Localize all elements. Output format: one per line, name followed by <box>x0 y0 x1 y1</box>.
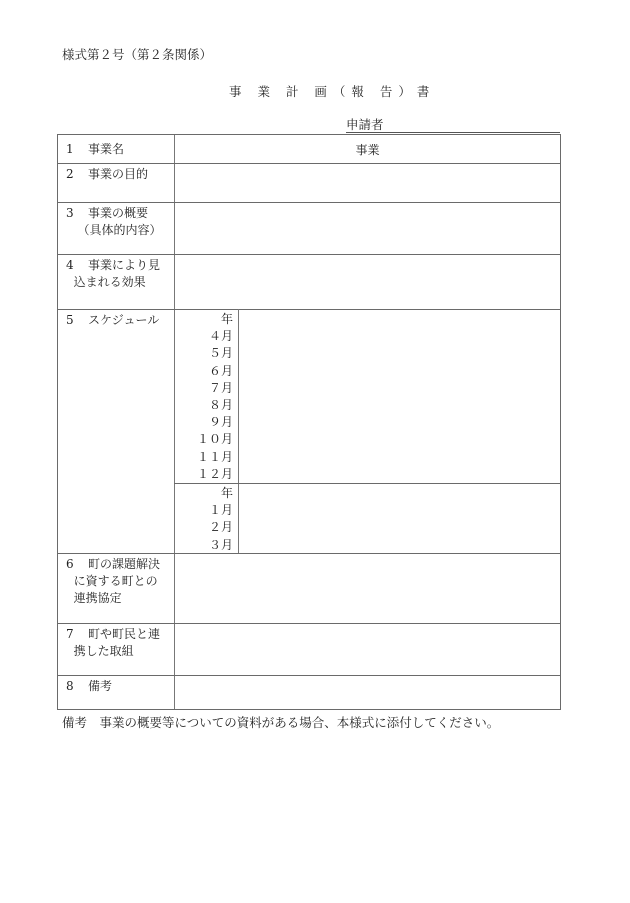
month-label: ８月 <box>208 398 233 412</box>
form-number: 様式第２号（第２条関係） <box>62 47 213 62</box>
remarks-field[interactable] <box>175 676 560 709</box>
overview-field[interactable] <box>175 203 560 254</box>
document-title: 事 業 計 画（報 告）書 <box>229 84 436 99</box>
month-label: ３月 <box>208 537 233 552</box>
business-plan-table <box>57 134 561 710</box>
month-label: ９月 <box>208 415 233 430</box>
month-label: ５月 <box>208 346 233 361</box>
applicant-field[interactable] <box>346 117 560 133</box>
month-label: ２月 <box>208 520 233 535</box>
row-label-purpose: 2 事業の目的 <box>66 167 149 181</box>
month-label: １０月 <box>196 432 233 447</box>
business-name-value[interactable]: 事業 <box>355 143 380 157</box>
schedule-year1-content[interactable] <box>239 310 560 483</box>
footer-note: 備考 事業の概要等についての資料がある場合、本様式に添付してください。 <box>62 715 500 730</box>
month-label: １２月 <box>196 466 233 481</box>
schedule-year1-months <box>175 311 238 483</box>
row-label-agreement: 6 町の課題解決 に資する町との 連携協定 <box>66 557 161 605</box>
month-label: ６月 <box>208 363 233 378</box>
row-label-remarks: 8 備考 <box>66 679 113 693</box>
expected-effect-field[interactable] <box>175 255 560 309</box>
year2-label: 年 <box>220 486 233 500</box>
applicant-label: 申請者 <box>346 117 384 132</box>
row-label-schedule: 5 スケジュール <box>66 313 160 327</box>
month-label: １１月 <box>196 449 233 464</box>
month-label: ４月 <box>208 329 233 344</box>
agreement-field[interactable] <box>175 554 560 623</box>
month-label: ７月 <box>208 380 233 395</box>
schedule-year2-content[interactable] <box>239 484 560 553</box>
schedule-year2-months <box>175 485 238 553</box>
row-label-expected-effect: 4 事業により見 込まれる効果 <box>66 258 161 289</box>
month-label: １月 <box>208 503 233 518</box>
row-label-overview: 3 事業の概要 （具体的内容） <box>66 206 162 237</box>
initiatives-field[interactable] <box>175 624 560 675</box>
purpose-field[interactable] <box>175 164 560 202</box>
row-label-initiatives: 7 町や町民と連 携した取組 <box>66 627 161 658</box>
row-label-business-name: 1 事業名 <box>66 142 125 156</box>
year1-label: 年 <box>220 312 233 326</box>
